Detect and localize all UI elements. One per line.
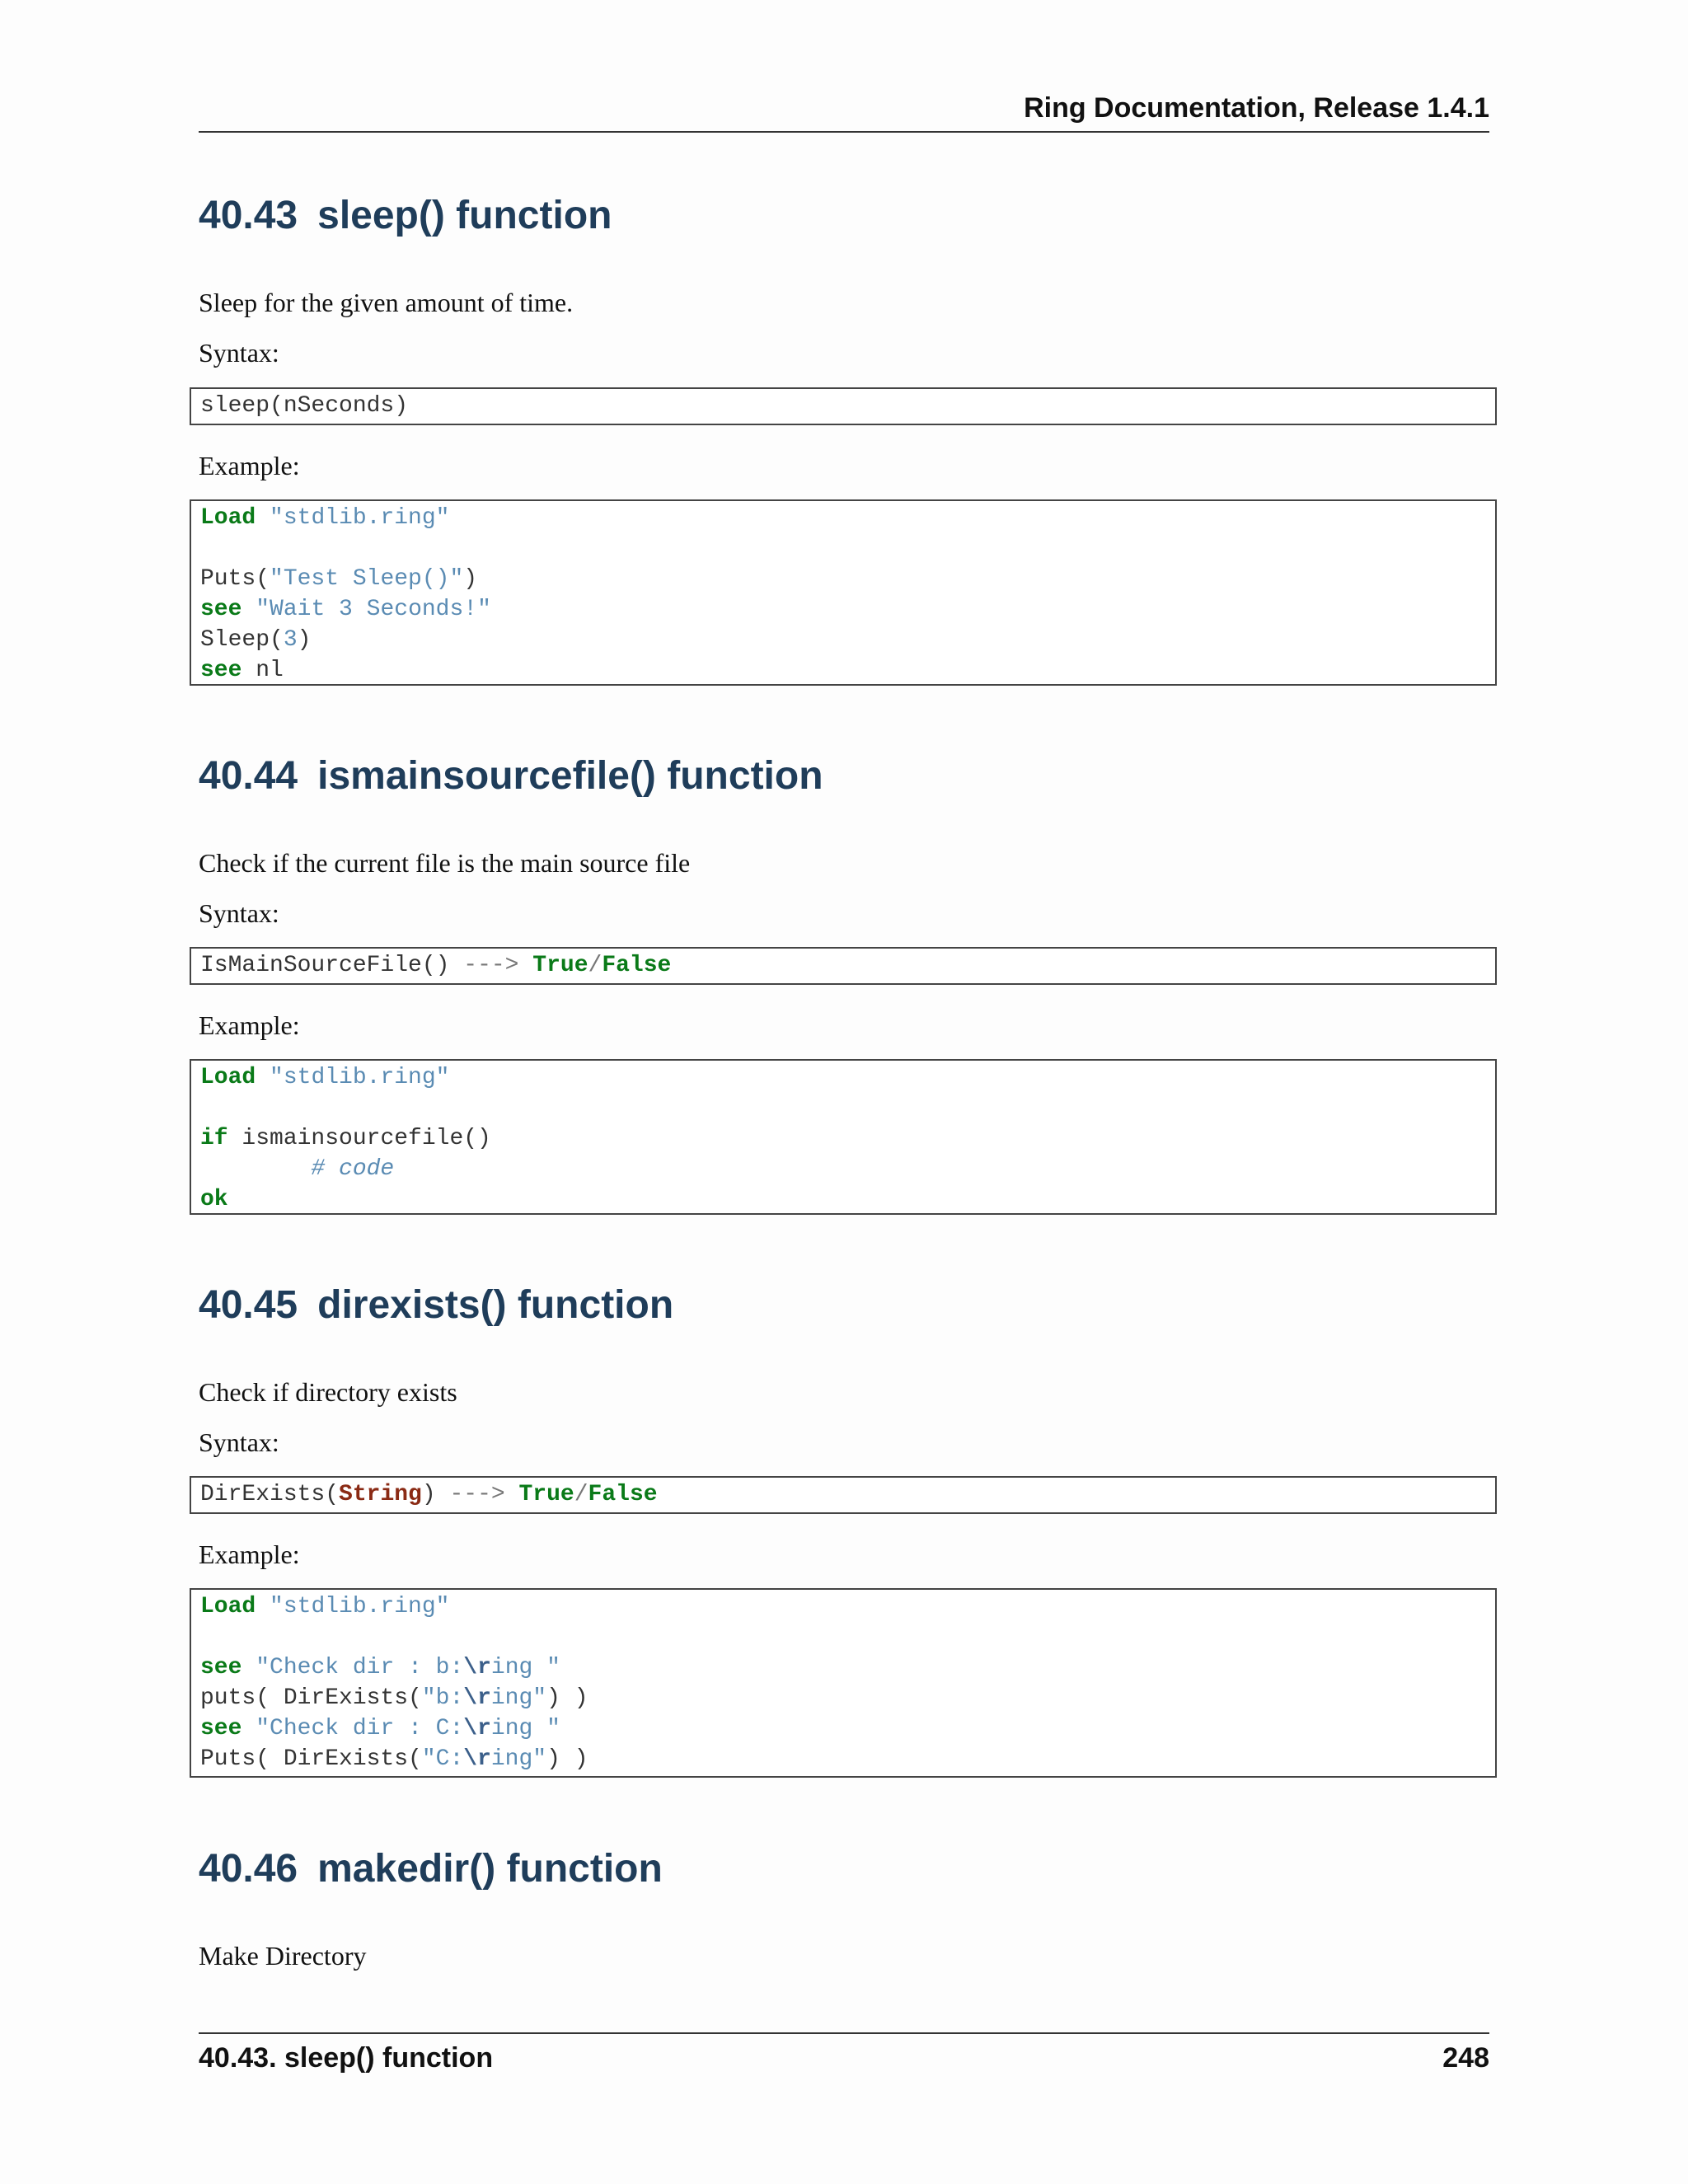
syntax-code-block — [190, 947, 1497, 985]
section-sleep — [199, 194, 1501, 238]
code-line: Load "stdlib.ring" — [200, 1594, 450, 1619]
section-description: Check if directory exists — [199, 1377, 457, 1407]
code-line: ok — [200, 1187, 228, 1212]
code-line: DirExists(String) ---> True/False — [200, 1482, 658, 1507]
example-code-block — [190, 1059, 1497, 1215]
code-line: if ismainsourcefile() — [200, 1126, 491, 1151]
section-heading: 40.45 direxists() function — [199, 1283, 674, 1327]
footer-section-title: 40.43. sleep() function — [199, 2042, 494, 2074]
section-heading: 40.44 ismainsourcefile() function — [199, 754, 823, 798]
code-line: see "Check dir : b:\ring " — [200, 1655, 560, 1680]
section-heading: 40.43 sleep() function — [199, 194, 612, 237]
section-description: Check if the current file is the main source file — [199, 848, 691, 878]
example-code-block — [190, 499, 1497, 686]
section-description: Make Directory — [199, 1941, 367, 1971]
syntax-label: Syntax: — [199, 338, 279, 368]
section-heading: 40.46 makedir() function — [199, 1847, 663, 1891]
code-line: Sleep(3) — [200, 627, 312, 653]
code-line: # code — [200, 1156, 395, 1182]
code-line: Puts( DirExists("C:\ring") ) — [200, 1746, 588, 1772]
code-line: see nl — [200, 658, 284, 683]
example-label: Example: — [199, 451, 300, 480]
code-line: puts( DirExists("b:\ring") ) — [200, 1685, 588, 1711]
code-line: Puts("Test Sleep()") — [200, 566, 478, 592]
running-header: Ring Documentation, Release 1.4.1 — [199, 92, 1489, 133]
example-label: Example: — [199, 1010, 300, 1040]
code-line: Load "stdlib.ring" — [200, 1065, 450, 1090]
section-description: Sleep for the given amount of time. — [199, 288, 574, 317]
example-code-block — [190, 1588, 1497, 1778]
code-line: see "Check dir : C:\ring " — [200, 1716, 560, 1741]
section-makedir — [199, 1848, 1501, 1891]
syntax-code-block — [190, 1476, 1497, 1514]
syntax-code-block — [190, 387, 1497, 425]
section-direxists — [199, 1284, 1501, 1328]
example-label: Example: — [199, 1540, 300, 1569]
code-line: sleep(nSeconds) — [200, 393, 409, 419]
page-number: 248 — [1442, 2042, 1489, 2074]
code-line: IsMainSourceFile() ---> True/False — [200, 953, 672, 978]
code-line: see "Wait 3 Seconds!" — [200, 597, 491, 622]
syntax-label: Syntax: — [199, 898, 279, 928]
section-ismainsourcefile — [199, 755, 1501, 799]
syntax-label: Syntax: — [199, 1427, 279, 1457]
running-footer — [199, 2032, 1489, 2074]
code-line: Load "stdlib.ring" — [200, 505, 450, 531]
